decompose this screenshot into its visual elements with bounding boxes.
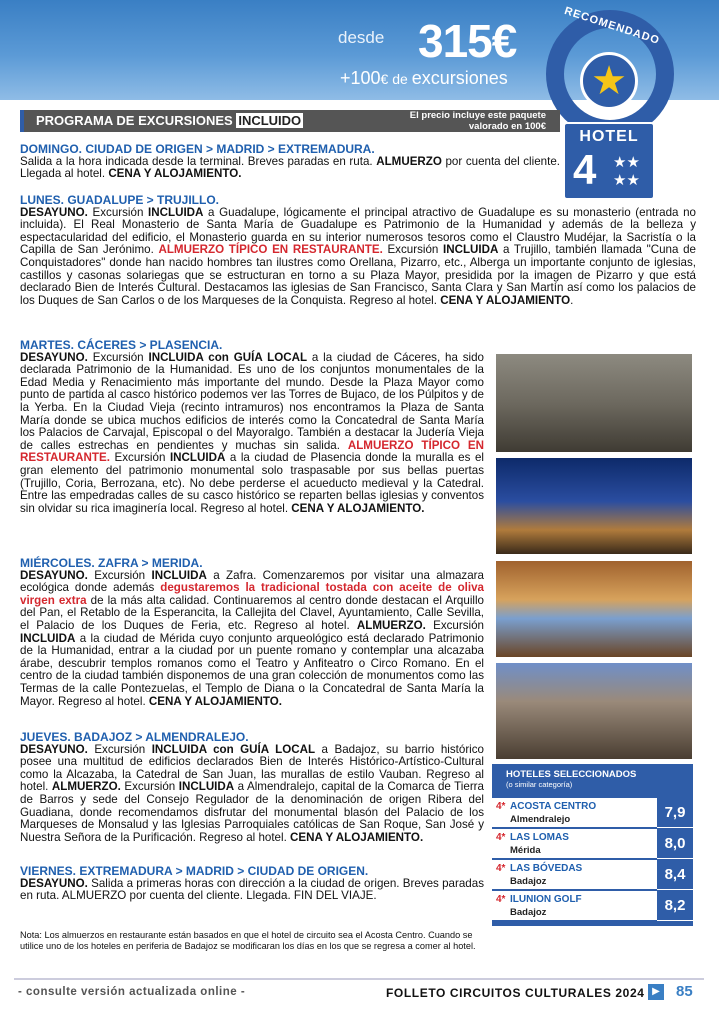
excursions-amount: +100 [340, 68, 381, 88]
day-6-title: VIERNES. EXTREMADURA > MADRID > CIUDAD DE ORIGEN. [20, 864, 369, 878]
text: . [570, 293, 574, 307]
program-note-line2: valorado en 100€ [468, 121, 546, 132]
text: a Guadalupe, lógicamente el principal atractivo de Guadalupe es su monasterio (entrada no incluida). El Real Monasterio de Santa María de Guadalupe es Patrimonio de la Humanidad y además de la belleza y espectacularidad del edificio, el Monasterio guarda en su interior numerosos tesoros como el Claustro Mudéjar, la Sacristía o la Capilla de San Jerónimo. [20, 205, 696, 257]
text-red: ALMUERZO TÍPICO EN RESTAURANTE. [20, 438, 484, 465]
text-bold: ALMUERZO. [356, 618, 426, 632]
text-bold: INCLUIDA [20, 631, 76, 645]
text-bold: INCLUIDA [178, 780, 235, 794]
text-red: degustaremos la tradicional tostada con aceite de oliva virgen extra [20, 581, 484, 607]
text-bold: INCLUIDA [151, 568, 207, 582]
page-number: 85 [676, 983, 693, 1000]
day-6 [20, 865, 484, 903]
hotel-stars: 4* [496, 801, 506, 812]
text-bold: CENA Y ALOJAMIENTO. [290, 830, 424, 844]
text: a Badajoz, su barrio histórico posee una multitud de edificios declarados Bien de Interés Histórico-Artístico-Cultural como la Alcazaba, la Catedral de San Juan, las murallas de estilo Vauban. Regreso al hotel. [20, 742, 484, 794]
recommended-label: RECOMENDADO [562, 4, 662, 48]
text: Excursión [425, 618, 484, 632]
day-3-text [20, 352, 484, 516]
hotel-category-box [563, 122, 655, 200]
badge-star-circle [580, 52, 638, 110]
day-1-text [20, 156, 560, 181]
day-5 [20, 731, 484, 844]
text-bold: INCLUIDA con GUÍA LOCAL [148, 350, 308, 364]
hotel-row [492, 798, 693, 828]
hotel-score: 7,9 [657, 798, 693, 828]
program-bar [20, 110, 560, 132]
day-5-text [20, 744, 484, 845]
photo-street [496, 663, 692, 759]
hotel-city: Mérida [510, 845, 541, 856]
hotel-stars: 4* [496, 863, 506, 874]
text: a Trujillo, también llamada "Cuna de Conquistadores" donde han nacido hombres tan ilustres como Orellana, Pizarro, etc., Alberga un importante conjunto de iglesias, castillos y casonas solariegas que se estructuran en torno a su Plaza Mayor, presidida por la imagen de Pizarro y que está declarado Bien de Interés Cultural. Destacamos las iglesias de San Francisco, Santa Clara y San Martín así como los palacios de los Duques de San Carlos o de los Marqueses de la Conquista. Regreso al hotel. [20, 243, 696, 307]
day-2-text [20, 207, 696, 308]
program-title-main: PROGRAMA DE EXCURSIONES [36, 113, 237, 128]
hotel-name: LAS LOMAS [510, 832, 569, 843]
photo-archway [496, 561, 692, 657]
footer-brochure-title: FOLLETO CIRCUITOS CULTURALES 2024 [386, 986, 645, 1000]
hotels-panel [492, 764, 693, 926]
day-4 [20, 557, 484, 708]
text: a la ciudad de Plasencia donde la muralla es el gran elemento del patrimonio monumental solo traspasable por sus bellas puertas (Trujillo, Coria, Berrozana, etc). No debe perderse el acueducto medieval y la Catedral. Entre las empedradas calles de su casco histórico se reparten bellas iglesias y conventos sin olvidar su rica imaginería local. Regreso al hotel. [20, 451, 484, 515]
text: Salida a primeras horas con dirección a la ciudad de origen. Breves paradas en ruta. ALMUERZO por cuenta del cliente. Llegada. FIN DEL VIAJE. [20, 876, 484, 903]
price-value: 315€ [418, 15, 517, 67]
footer-online-note[interactable]: - consulte versión actualizada online - [18, 986, 246, 998]
text: a la ciudad de Mérida cuyo conjunto arqueológico está declarado Patrimonio de la Humanidad, entrar a la ciudad por un puente romano y contemplar una alcazaba árabe, descubrir templos romanos como el Teatro y Anfiteatro o Circo Romano. En el centro de la ciudad también disponemos de una gran colección de monumentos como las Termas de la calle Pontezuelas, el Templo de Diana o la Concatedral de Santa María la Mayor. Regreso al hotel. [20, 631, 484, 708]
text-bold: INCLUIDA [169, 451, 226, 465]
text-bold: DESAYUNO. [20, 205, 88, 219]
day-6-text [20, 878, 484, 903]
day-4-title: MIÉRCOLES. ZAFRA > MERIDA. [20, 556, 203, 570]
photo-night-city [496, 458, 692, 554]
hotels-subtitle: (o similar categoría) [506, 780, 573, 789]
hotel-category-number: 4 [573, 146, 597, 193]
hotel-stars: 4* [496, 832, 506, 843]
excursions-label: excursiones [411, 68, 508, 88]
text: por cuenta del cliente. Llegada al hotel. [20, 154, 560, 181]
day-5-title: JUEVES. BADAJOZ > ALMENDRALEJO. [20, 730, 249, 744]
hotel-stars: 4* [496, 894, 506, 905]
text-bold: INCLUIDA [443, 243, 499, 257]
excursions-currency: € de [380, 71, 412, 87]
program-title-highlight: INCLUIDO [238, 113, 302, 128]
excursions-value [340, 68, 508, 89]
text: a la ciudad de Cáceres, ha sido declarada Patrimonio de la Humanidad. Es uno de los conjuntos monumentales de la Edad Media y Renacimiento más importante del mundo. Desde la Plaza Mayor como punto de partida al casco histórico podemos ver las Torres de Bujaco, de los Púlpitos y de la Yerba. En la Ciudad Vieja (recinto intramuros) nos encontramos la Plaza de Santa María donde se ubica muchos edificios de interés como la Concatedral de Santa María los Palacios de Carvajal, Episcopal o del Mayoralgo. También a destacar la Judería Vieja de calles estrechas en pendientes y muchas sin salida. [20, 350, 485, 452]
hotel-city: Almendralejo [510, 814, 571, 825]
text-red: ALMUERZO TÍPICO EN RESTAURANTE. [158, 243, 383, 257]
star-icon: ★ [591, 59, 627, 103]
text-bold: DESAYUNO. [20, 742, 88, 756]
text: Excursión [87, 205, 149, 219]
text: Excursión [382, 243, 443, 257]
text-bold: INCLUIDA con GUÍA LOCAL [151, 742, 316, 756]
day-1 [20, 143, 560, 181]
footer-divider [14, 978, 704, 980]
hotel-row [492, 829, 693, 859]
stars-icon: ★★ ★★ [613, 154, 640, 189]
text: Excursión [109, 451, 170, 465]
text-bold: DESAYUNO. [20, 876, 88, 890]
text-bold: ALMUERZO [376, 154, 442, 168]
footnote: Nota: Los almuerzos en restaurante están basados en que el hotel de circuito sea el Acosta Centro. Cuando se utilice uno de los hoteles en periferia de Badajoz se modificaran los días en los que se regresa a comer al hotel. [20, 930, 476, 951]
program-note [410, 110, 546, 132]
text-bold: CENA Y ALOJAMIENTO [440, 293, 571, 307]
text: Excursión [87, 350, 149, 364]
text: Salida a la hora indicada desde la terminal. Breves paradas en ruta. [20, 154, 377, 168]
text: Excursión [87, 568, 152, 582]
day-4-text [20, 570, 484, 709]
text-bold: ALMUERZO. [51, 780, 121, 794]
text: a Almendralejo, capital de la Comarca de Tierra de Barros y sede del Consejo Regulador de la denominación de origen Ribera del Guadiana, donde recomendamos disfrutar del monumental blasón del Palacio de los Marqueses de Monsalud y las Iglesias Parroquiales católicas de San Roque, San José y Nuestra Señora de la Purificación. Regreso al hotel. [20, 780, 484, 844]
photo-cloister [496, 354, 692, 452]
text: Excursión [87, 742, 152, 756]
hotel-row [492, 891, 693, 921]
hotel-score: 8,0 [657, 829, 693, 859]
hotel-name: ILUNION GOLF [510, 894, 582, 905]
hotel-city: Badajoz [510, 907, 547, 918]
hotel-name: ACOSTA CENTRO [510, 801, 597, 812]
day-2-title: LUNES. GUADALUPE > TRUJILLO. [20, 193, 220, 207]
text-bold: CENA Y ALOJAMIENTO. [291, 501, 425, 515]
program-note-line1: El precio incluye este paquete [409, 110, 546, 121]
text-bold: CENA Y ALOJAMIENTO. [148, 694, 283, 708]
hotel-name: LAS BÓVEDAS [510, 863, 583, 874]
hotel-label: HOTEL [579, 128, 639, 145]
hotels-title: HOTELES SELECCIONADOS [506, 769, 637, 780]
arrow-right-icon: ▶ [648, 984, 664, 1000]
text: a Zafra. Comenzaremos por visitar una almazara ecológica donde además [20, 568, 484, 595]
program-title [36, 113, 303, 128]
hotel-city: Badajoz [510, 876, 547, 887]
text-bold: DESAYUNO. [20, 568, 88, 582]
hotel-row [492, 860, 693, 890]
text: de la más alta calidad. Continuaremos al centro donde destacan el Arquillo del Pan, el Retablo de la Esperancita, la Callejita del Clavel, Ayuntamiento, Calle Sevilla, el Palacio de los Duques de Feria, etc. Regreso al hotel. [20, 593, 484, 632]
day-1-title: DOMINGO. CIUDAD DE ORIGEN > MADRID > EXTREMADURA. [20, 142, 375, 156]
text-bold: INCLUIDA [148, 205, 204, 219]
hotel-score: 8,2 [657, 891, 693, 921]
text-bold: CENA Y ALOJAMIENTO. [108, 167, 242, 181]
text: Excursión [120, 780, 179, 794]
day-3 [20, 339, 484, 515]
hotel-score: 8,4 [657, 860, 693, 890]
day-3-title: MARTES. CÁCERES > PLASENCIA. [20, 338, 223, 352]
text-bold: DESAYUNO. [20, 350, 88, 364]
price-from-label: desde [338, 28, 385, 47]
day-2 [20, 194, 696, 307]
